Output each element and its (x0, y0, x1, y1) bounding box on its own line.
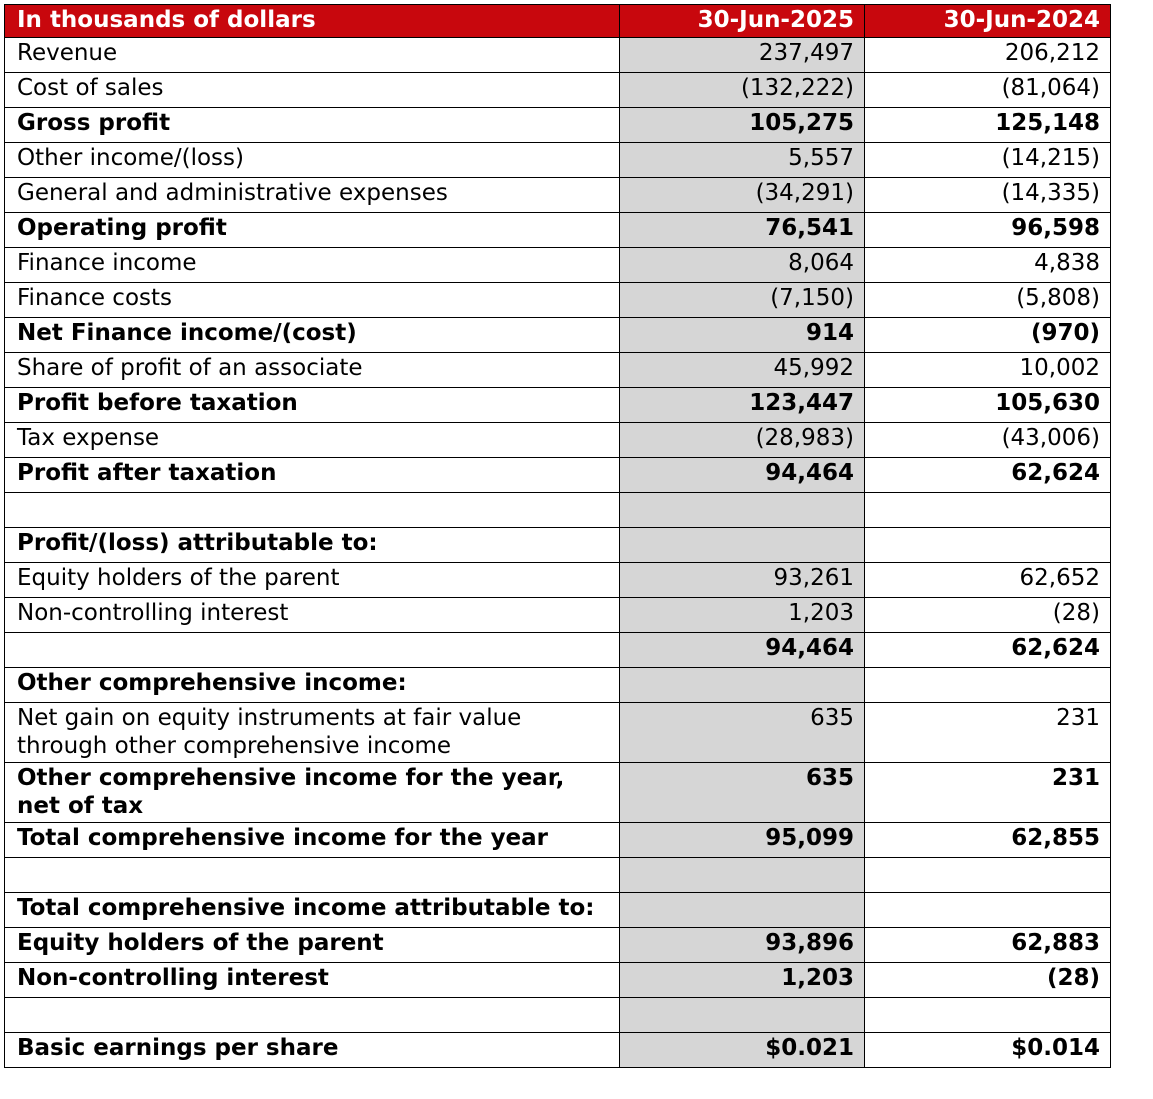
row-label: Equity holders of the parent (5, 928, 620, 963)
row-current-value (620, 858, 865, 893)
row-label: Net gain on equity instruments at fair value through other comprehensive income (5, 703, 620, 763)
table-row (5, 633, 1111, 668)
row-prior-value: (28) (865, 963, 1111, 998)
row-label: Net Finance income/(cost) (5, 318, 620, 353)
row-current-value: 94,464 (620, 458, 865, 493)
row-prior-value: (970) (865, 318, 1111, 353)
row-prior-value: 206,212 (865, 38, 1111, 73)
row-prior-value: (28) (865, 598, 1111, 633)
row-prior-value (865, 528, 1111, 563)
row-label: Operating profit (5, 213, 620, 248)
row-prior-value: 105,630 (865, 388, 1111, 423)
table-row (5, 703, 1111, 763)
row-label: Gross profit (5, 108, 620, 143)
table-row (5, 493, 1111, 528)
row-prior-value: 96,598 (865, 213, 1111, 248)
row-current-value: 123,447 (620, 388, 865, 423)
row-label: Other income/(loss) (5, 143, 620, 178)
row-label (5, 633, 620, 668)
table-row (5, 763, 1111, 823)
row-label: Finance costs (5, 283, 620, 318)
row-prior-value: 231 (865, 763, 1111, 823)
row-current-value: 45,992 (620, 353, 865, 388)
row-prior-value: (43,006) (865, 423, 1111, 458)
row-prior-value: 62,652 (865, 563, 1111, 598)
row-label: Total comprehensive income attributable to: (5, 893, 620, 928)
row-label (5, 858, 620, 893)
row-current-value (620, 893, 865, 928)
table-row (5, 213, 1111, 248)
row-label: Profit/(loss) attributable to: (5, 528, 620, 563)
table-row (5, 73, 1111, 108)
row-prior-value: 62,883 (865, 928, 1111, 963)
header-current-period: 30-Jun-2025 (620, 5, 865, 38)
row-label: Basic earnings per share (5, 1033, 620, 1068)
row-prior-value: (14,335) (865, 178, 1111, 213)
table-row (5, 143, 1111, 178)
table-row (5, 178, 1111, 213)
row-label: General and administrative expenses (5, 178, 620, 213)
row-current-value: (34,291) (620, 178, 865, 213)
row-prior-value (865, 893, 1111, 928)
table-row (5, 423, 1111, 458)
row-prior-value: 62,624 (865, 633, 1111, 668)
row-prior-value: (14,215) (865, 143, 1111, 178)
table-row (5, 668, 1111, 703)
table-row (5, 893, 1111, 928)
row-label: Cost of sales (5, 73, 620, 108)
row-current-value: 5,557 (620, 143, 865, 178)
row-prior-value: (5,808) (865, 283, 1111, 318)
header-row (5, 5, 1111, 38)
row-label: Profit after taxation (5, 458, 620, 493)
row-current-value: (7,150) (620, 283, 865, 318)
row-label: Other comprehensive income: (5, 668, 620, 703)
table-row (5, 1033, 1111, 1068)
row-current-value: 105,275 (620, 108, 865, 143)
row-label (5, 998, 620, 1033)
row-current-value: 93,896 (620, 928, 865, 963)
table-row (5, 458, 1111, 493)
row-current-value: 76,541 (620, 213, 865, 248)
row-current-value: 914 (620, 318, 865, 353)
row-current-value: 635 (620, 763, 865, 823)
table-row (5, 598, 1111, 633)
table-row (5, 38, 1111, 73)
header-prior-period: 30-Jun-2024 (865, 5, 1111, 38)
row-label: Finance income (5, 248, 620, 283)
row-prior-value: (81,064) (865, 73, 1111, 108)
row-label: Total comprehensive income for the year (5, 823, 620, 858)
row-prior-value: 62,624 (865, 458, 1111, 493)
row-current-value: 95,099 (620, 823, 865, 858)
table-row (5, 963, 1111, 998)
row-label: Non-controlling interest (5, 598, 620, 633)
header-label: In thousands of dollars (5, 5, 620, 38)
table-row (5, 108, 1111, 143)
row-prior-value (865, 668, 1111, 703)
row-label: Profit before taxation (5, 388, 620, 423)
table-row (5, 353, 1111, 388)
row-label: Share of profit of an associate (5, 353, 620, 388)
income-statement-table (4, 4, 1111, 1068)
row-prior-value (865, 493, 1111, 528)
row-current-value: 93,261 (620, 563, 865, 598)
row-current-value (620, 528, 865, 563)
row-current-value: 635 (620, 703, 865, 763)
row-current-value: 8,064 (620, 248, 865, 283)
row-current-value: $0.021 (620, 1033, 865, 1068)
row-prior-value (865, 858, 1111, 893)
row-label (5, 493, 620, 528)
table-row (5, 823, 1111, 858)
row-prior-value: 231 (865, 703, 1111, 763)
row-label: Equity holders of the parent (5, 563, 620, 598)
statement-body (5, 38, 1111, 1068)
table-row (5, 248, 1111, 283)
row-current-value: (132,222) (620, 73, 865, 108)
row-prior-value: 4,838 (865, 248, 1111, 283)
row-label: Tax expense (5, 423, 620, 458)
row-label: Non-controlling interest (5, 963, 620, 998)
row-label: Other comprehensive income for the year, net of tax (5, 763, 620, 823)
table-row (5, 388, 1111, 423)
table-row (5, 283, 1111, 318)
table-row (5, 998, 1111, 1033)
row-prior-value (865, 998, 1111, 1033)
row-current-value (620, 668, 865, 703)
row-prior-value: $0.014 (865, 1033, 1111, 1068)
row-current-value: 1,203 (620, 598, 865, 633)
table-row (5, 563, 1111, 598)
row-label: Revenue (5, 38, 620, 73)
table-row (5, 528, 1111, 563)
table-row (5, 928, 1111, 963)
table-row (5, 858, 1111, 893)
row-current-value (620, 998, 865, 1033)
table-row (5, 318, 1111, 353)
row-prior-value: 125,148 (865, 108, 1111, 143)
row-current-value: 1,203 (620, 963, 865, 998)
row-prior-value: 10,002 (865, 353, 1111, 388)
row-current-value: 94,464 (620, 633, 865, 668)
row-current-value: 237,497 (620, 38, 865, 73)
row-current-value: (28,983) (620, 423, 865, 458)
row-prior-value: 62,855 (865, 823, 1111, 858)
row-current-value (620, 493, 865, 528)
